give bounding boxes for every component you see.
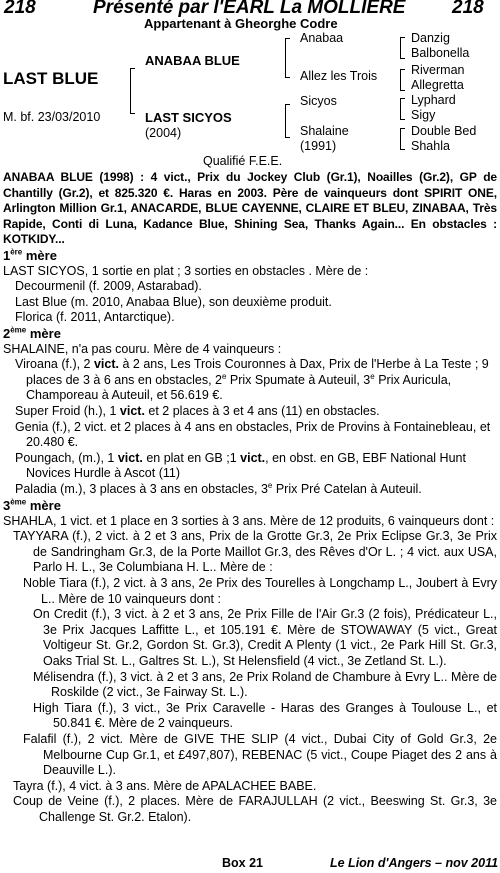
first-dam-section bbox=[3, 248, 497, 326]
produce-item: Viroana (f.), 2 vict. à 2 ans, Les Trois Couronnes à Dax, Prix de l'Herbe à La Teste ; 9 places de 3 à 6 ans en obstacles, 2e Prix Spumate à Auteuil, 3e Prix Auricula, Champoreau à Auteuil, et 56.619 €. bbox=[15, 357, 489, 403]
produce-item: Super Froid (h.), 1 vict. et 2 places à 3 et 4 ans (11) en obstacles. bbox=[15, 403, 380, 418]
lot-number-right: 218 bbox=[452, 0, 484, 18]
produce-item: Poungach, (m.), 1 vict. en plat en GB ;1 vict., en obst. en GB, EBF National Hunt Novices Hurdle à Ascot (11) bbox=[15, 450, 466, 481]
grandam: Allez les Trois bbox=[300, 69, 378, 83]
first-dam-intro: LAST SICYOS, 1 sortie en plat ; 3 sorties en obstacles . Mère de : bbox=[3, 263, 369, 278]
dam-year: (2004) bbox=[145, 126, 182, 140]
bracket bbox=[400, 69, 405, 91]
great-grandparent: Balbonella bbox=[411, 46, 470, 60]
produce-item: Decourmenil (f. 2009, Astarabad). bbox=[15, 279, 202, 294]
first-dam-heading: 1ère mère bbox=[3, 247, 57, 263]
second-dam-heading: 2ème mère bbox=[3, 325, 61, 341]
grandam: Shalaine bbox=[300, 124, 349, 138]
produce-item-high-tiara: High Tiara (f.), 3 vict., 3e Prix Caravelle - Haras des Granges à Toulouse L., et 50.841 €. Mère de 2 vainqueurs. bbox=[33, 700, 497, 731]
sire-name: ANABAA BLUE bbox=[145, 53, 240, 68]
produce-item-coup-de-veine: Coup de Veine (f.), 2 places. Mère de FARAJULLAH (2 vict., Beeswing St. Gr.3, 3e Challenge St. Gr.2. Etalon). bbox=[13, 794, 497, 824]
produce-item: Paladia (m.), 3 places à 3 ans en obstacles, 3e Prix Pré Catelan à Auteuil. bbox=[15, 480, 422, 496]
produce-item-tayyara: TAYYARA (f.), 2 vict. à 2 et 3 ans, Prix de la Grotte Gr.3, 2e Prix Eclipse Gr.3, 3e Prix de Sandringham Gr.3, de la Porte Maillot Gr.3, des Rêves d'Or L. ; 4 vict. aux USA, Parlo H. L., 3e Columbiana H. L.. Mère de : bbox=[13, 529, 497, 575]
box-number: Box 21 bbox=[222, 856, 263, 870]
sale-name: Le Lion d'Angers – nov 2011 bbox=[330, 856, 499, 870]
horse-description: M. bf. 23/03/2010 bbox=[3, 110, 101, 124]
dam-name: LAST SICYOS bbox=[145, 110, 232, 125]
second-dam-section bbox=[3, 326, 497, 498]
sire-summary: ANABAA BLUE (1998) : 4 vict., Prix du Jockey Club (Gr.1), Noailles (Gr.2), GP de Chantilly (Gr.2), et 825.320 €. Haras en 2003. Père de vainqueurs dont SPIRIT ONE, Arlington Million Gr.1, ANACARDE, BLUE CAYENNE, CLAIRE ET BLEU, ZINABAA, Très Rapide, Conti di Luna, Kadance Blue, Shining Sea, Thanks Again... En obstacles : KOTKIDY... bbox=[3, 170, 497, 247]
qualification: Qualifié F.E.E. bbox=[203, 154, 283, 168]
produce-item: Last Blue (m. 2010, Anabaa Blue), son deuxième produit. bbox=[15, 294, 332, 309]
bracket bbox=[130, 68, 135, 114]
second-dam-intro: SHALAINE, n'a pas couru. Mère de 4 vainqueurs : bbox=[3, 341, 282, 356]
bracket bbox=[400, 128, 405, 150]
great-grandparent: Lyphard bbox=[411, 93, 456, 107]
great-grandparent: Allegretta bbox=[411, 78, 464, 92]
horse-name: LAST BLUE bbox=[3, 69, 99, 88]
produce-item-on-credit: On Credit (f.), 3 vict. à 2 et 3 ans, 2e Prix Fille de l'Air Gr.3 (2 fois), Prédicateur L., 3e Prix Jacques Laffitte L., et 105.191 €. Mère de STOWAWAY (5 vict., Great Voltigeur St. Gr.2, Gordon St. Gr.3), Credit A Plenty (1 vict., 2e Park Hill St. Gr.3, Oaks Trial St. L., Galtres St. L.), St Helensfield (4 vict., 3e Zetland St. L.). bbox=[33, 607, 497, 668]
produce-item-melisendra: Mélisendra (f.), 3 vict. à 2 et 3 ans, 2e Prix Roland de Chambure à Evry L.. Mère de Roskilde (2 vict., 3e Fairway St. L.). bbox=[33, 669, 497, 700]
produce-item-falafil: Falafil (f.), 2 vict. Mère de GIVE THE SLIP (4 vict., Dubai City of Gold Gr.3, 2e Melbourne Cup Gr.1, et £497,807), REBENAC (5 vict., Coupe Piaget des 2 ans à Deauville L.). bbox=[23, 731, 497, 778]
bracket bbox=[400, 37, 405, 59]
produce-item-tayra: Tayra (f.), 4 vict. à 3 ans. Mère de APALACHEE BABE. bbox=[13, 778, 317, 793]
great-grandparent: Double Bed bbox=[411, 124, 477, 138]
great-grandparent: Riverman bbox=[411, 63, 465, 77]
produce-item: Florica (f. 2011, Antarctique). bbox=[15, 310, 175, 325]
bracket bbox=[285, 38, 290, 78]
grandsire: Sicyos bbox=[300, 94, 337, 108]
grandam-year: (1991) bbox=[300, 139, 337, 153]
lot-number: 218 bbox=[4, 0, 36, 18]
third-dam-section bbox=[3, 498, 497, 825]
third-dam-intro: SHAHLA, 1 vict. et 1 place en 3 sorties à 3 ans. Mère de 12 produits, 6 vainqueurs dont : bbox=[3, 513, 495, 528]
bracket bbox=[285, 104, 290, 138]
great-grandparent: Shahla bbox=[411, 139, 450, 153]
great-grandparent: Danzig bbox=[411, 31, 450, 45]
third-dam-heading: 3ème mère bbox=[3, 497, 61, 513]
produce-item-noble-tiara: Noble Tiara (f.), 2 vict. à 3 ans, 2e Prix des Tourelles à Longchamp L., Joubert à Evry L.. Mère de 10 vainqueurs dont : bbox=[23, 575, 497, 606]
great-grandparent: Sigy bbox=[411, 108, 436, 122]
bracket bbox=[400, 98, 405, 120]
grandsire: Anabaa bbox=[300, 31, 344, 45]
page-title: Présenté par l'EARL La MOLLIERE bbox=[93, 0, 406, 18]
produce-item: Genia (f.), 2 vict. et 2 places à 4 ans en obstacles, Prix de Provins à Fontainebleau, et 20.480 €. bbox=[15, 419, 491, 450]
owner-line: Appartenant à Gheorghe Codre bbox=[144, 16, 338, 31]
